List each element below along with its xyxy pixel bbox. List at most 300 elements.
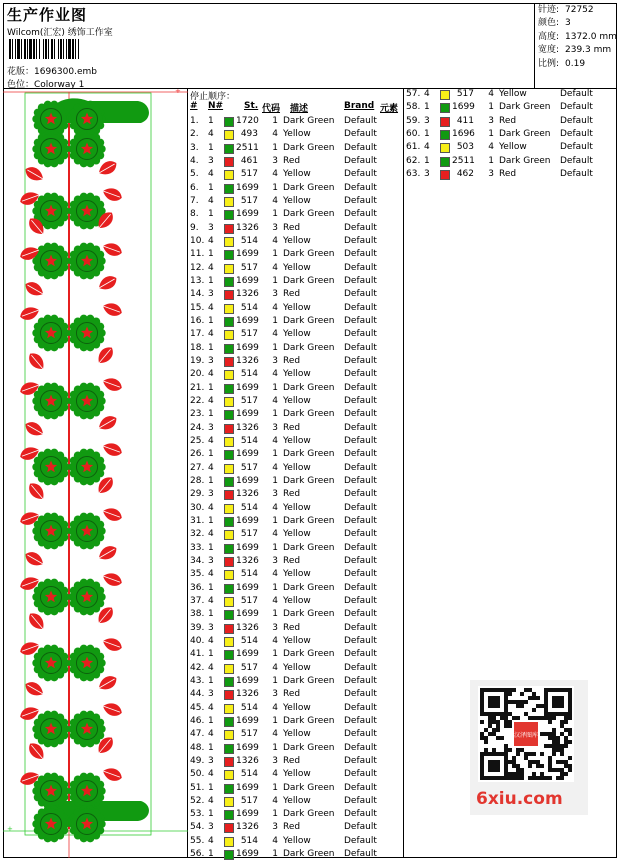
sequence-row <box>188 728 404 741</box>
qr-module <box>508 772 512 776</box>
row-index: 47. <box>190 729 205 740</box>
sequence-row <box>404 168 620 181</box>
sequence-row <box>188 155 404 168</box>
row-stitches: 411 <box>456 115 474 126</box>
qr-module <box>540 752 544 756</box>
row-description: Yellow <box>283 569 311 580</box>
row-stitches: 1699 <box>236 849 259 860</box>
qr-module <box>512 756 516 760</box>
design-file-line <box>7 64 97 77</box>
color-swatch <box>224 464 234 474</box>
color-swatch <box>224 717 234 727</box>
row-stitches: 1699 <box>236 515 259 526</box>
sequence-row <box>188 262 404 275</box>
row-description: Dark Green <box>283 382 335 393</box>
row-code: 1 <box>272 409 278 420</box>
color-swatch <box>224 224 234 234</box>
sequence-row <box>188 128 404 141</box>
row-brand: Default <box>344 582 377 593</box>
color-swatch <box>224 330 234 340</box>
row-description: Dark Green <box>283 582 335 593</box>
sequence-row <box>188 395 404 408</box>
row-needle: 4 <box>208 195 214 206</box>
row-code: 4 <box>272 635 278 646</box>
row-stitches: 1326 <box>236 222 259 233</box>
sequence-row <box>188 595 404 608</box>
row-needle: 1 <box>208 275 214 286</box>
row-description: Dark Green <box>283 849 335 860</box>
row-needle: 1 <box>208 409 214 420</box>
row-brand: Default <box>560 142 593 153</box>
row-needle: 3 <box>208 555 214 566</box>
row-brand: Default <box>344 195 377 206</box>
color-swatch <box>224 277 234 287</box>
row-description: Red <box>283 822 301 833</box>
qr-module <box>532 752 536 756</box>
header-index: # <box>190 101 198 111</box>
qr-module <box>532 716 536 720</box>
qr-module <box>516 772 520 776</box>
row-code: 1 <box>272 782 278 793</box>
sequence-row <box>188 288 404 301</box>
qr-module <box>508 700 512 704</box>
qr-module <box>528 760 532 764</box>
sequence-row <box>188 115 404 128</box>
color-swatch <box>224 410 234 420</box>
row-code: 3 <box>488 168 494 179</box>
row-description: Dark Green <box>283 275 335 286</box>
row-code: 1 <box>272 542 278 553</box>
qr-module <box>536 764 540 768</box>
row-index: 27. <box>190 462 205 473</box>
row-stitches: 1699 <box>236 675 259 686</box>
row-brand: Default <box>344 449 377 460</box>
row-needle: 1 <box>208 142 214 153</box>
row-description: Yellow <box>283 302 311 313</box>
sequence-row <box>404 101 620 114</box>
row-brand: Default <box>560 128 593 139</box>
qr-module <box>484 728 488 732</box>
row-description: Yellow <box>283 702 311 713</box>
row-brand: Default <box>344 275 377 286</box>
qr-module <box>488 724 492 728</box>
row-needle: 4 <box>208 329 214 340</box>
sequence-row <box>188 821 404 834</box>
row-description: Dark Green <box>283 116 335 126</box>
qr-module <box>552 732 556 736</box>
row-needle: 1 <box>208 315 214 326</box>
row-brand: Default <box>344 755 377 766</box>
row-stitches: 503 <box>456 142 474 153</box>
qr-module <box>516 704 520 708</box>
row-brand: Default <box>344 475 377 486</box>
qr-module <box>568 756 572 760</box>
row-code: 4 <box>272 169 278 180</box>
stat-label: 比例: <box>538 58 560 69</box>
qr-module <box>492 716 496 720</box>
qr-module <box>552 716 556 720</box>
row-stitches: 1699 <box>236 582 259 593</box>
row-code: 4 <box>272 262 278 273</box>
qr-module <box>560 732 564 736</box>
row-description: Yellow <box>283 462 311 473</box>
row-brand: Default <box>344 675 377 686</box>
qr-module <box>480 732 484 736</box>
row-brand: Default <box>344 609 377 620</box>
row-index: 5. <box>190 169 199 180</box>
row-brand: Default <box>344 782 377 793</box>
qr-module <box>564 720 568 724</box>
qr-module <box>512 700 516 704</box>
row-brand: Default <box>344 662 377 673</box>
qr-module <box>512 776 516 780</box>
row-description: Dark Green <box>283 409 335 420</box>
color-swatch <box>224 450 234 460</box>
qr-module <box>564 764 568 768</box>
row-needle: 4 <box>208 769 214 780</box>
qr-module <box>536 716 540 720</box>
sequence-row <box>188 315 404 328</box>
row-brand: Default <box>560 155 593 166</box>
row-stitches: 1699 <box>236 182 259 193</box>
row-index: 57. <box>406 89 421 99</box>
qr-module <box>496 736 500 740</box>
row-stitches: 514 <box>240 569 258 580</box>
qr-module <box>556 748 560 752</box>
row-stitches: 514 <box>240 635 258 646</box>
qr-module <box>560 748 564 752</box>
row-code: 4 <box>272 235 278 246</box>
row-needle: 4 <box>208 235 214 246</box>
row-index: 19. <box>190 355 205 366</box>
qr-module <box>560 760 564 764</box>
qr-module <box>504 716 508 720</box>
qr-module <box>524 688 528 692</box>
sequence-row <box>188 502 404 515</box>
row-description: Yellow <box>283 662 311 673</box>
color-swatch <box>224 490 234 500</box>
qr-module <box>480 720 484 724</box>
qr-module <box>508 712 512 716</box>
row-code: 1 <box>272 582 278 593</box>
qr-module <box>548 720 552 724</box>
row-stitches: 517 <box>240 329 258 340</box>
row-needle: 4 <box>208 129 214 140</box>
row-index: 61. <box>406 142 421 153</box>
sequence-row <box>188 688 404 701</box>
qr-module <box>492 748 496 752</box>
corner-mark: + <box>7 825 13 833</box>
row-needle: 1 <box>208 609 214 620</box>
row-brand: Default <box>344 369 377 380</box>
stop-sequence-column-1 <box>188 89 404 858</box>
row-code: 3 <box>272 822 278 833</box>
color-swatch <box>224 117 234 127</box>
row-stitches: 1699 <box>236 275 259 286</box>
color-swatch <box>224 144 234 154</box>
row-stitches: 514 <box>240 835 258 846</box>
row-index: 62. <box>406 155 421 166</box>
row-description: Yellow <box>499 142 527 153</box>
color-swatch <box>224 210 234 220</box>
row-brand: Default <box>344 222 377 233</box>
sequence-row <box>404 88 620 101</box>
row-brand: Default <box>344 769 377 780</box>
row-description: Yellow <box>283 169 311 180</box>
row-description: Dark Green <box>283 182 335 193</box>
row-description: Yellow <box>283 235 311 246</box>
row-needle: 3 <box>208 289 214 300</box>
row-index: 4. <box>190 155 199 166</box>
row-code: 4 <box>272 529 278 540</box>
sequence-row <box>404 141 620 154</box>
color-swatch <box>224 170 234 180</box>
row-code: 1 <box>272 609 278 620</box>
row-brand: Default <box>344 715 377 726</box>
row-description: Dark Green <box>499 128 551 139</box>
row-brand: Default <box>344 515 377 526</box>
row-code: 1 <box>272 809 278 820</box>
qr-module <box>520 776 524 780</box>
color-swatch <box>224 197 234 207</box>
row-stitches: 517 <box>240 662 258 673</box>
row-brand: Default <box>344 462 377 473</box>
qr-module <box>500 716 504 720</box>
row-stitches: 462 <box>456 168 474 179</box>
qr-module <box>500 736 504 740</box>
row-index: 30. <box>190 502 205 513</box>
color-swatch <box>224 304 234 314</box>
header-elements: 元素 <box>380 104 399 114</box>
row-stitches: 1699 <box>236 249 259 260</box>
qr-module <box>504 748 508 752</box>
row-index: 23. <box>190 409 205 420</box>
row-brand: Default <box>344 235 377 246</box>
row-stitches: 1699 <box>236 449 259 460</box>
row-description: Red <box>283 289 301 300</box>
row-code: 1 <box>272 315 278 326</box>
row-code: 3 <box>272 555 278 566</box>
row-brand: Default <box>344 529 377 540</box>
row-description: Yellow <box>283 729 311 740</box>
color-swatch <box>224 290 234 300</box>
design-value: 1696300.emb <box>34 67 97 77</box>
row-description: Red <box>499 115 517 126</box>
row-code: 1 <box>272 342 278 353</box>
sequence-row <box>188 702 404 715</box>
row-needle: 1 <box>208 209 214 220</box>
row-description: Yellow <box>283 795 311 806</box>
row-brand: Default <box>560 168 593 179</box>
row-stitches: 517 <box>240 395 258 406</box>
row-index: 50. <box>190 769 205 780</box>
row-brand: Default <box>560 89 593 99</box>
qr-module <box>564 744 568 748</box>
row-needle: 1 <box>208 449 214 460</box>
row-needle: 1 <box>208 475 214 486</box>
row-description: Dark Green <box>283 542 335 553</box>
stat-width <box>538 44 617 57</box>
row-code: 1 <box>272 675 278 686</box>
row-code: 3 <box>272 422 278 433</box>
sequence-row <box>188 302 404 315</box>
row-index: 59. <box>406 115 421 126</box>
row-index: 40. <box>190 635 205 646</box>
row-brand: Default <box>344 209 377 220</box>
row-needle: 1 <box>208 649 214 660</box>
row-code: 4 <box>272 769 278 780</box>
page-title: 生产作业图 <box>7 6 88 24</box>
row-stitches: 1699 <box>236 409 259 420</box>
sequence-row <box>188 755 404 768</box>
row-stitches: 1720 <box>236 116 259 126</box>
row-index: 44. <box>190 689 205 700</box>
color-swatch <box>224 837 234 847</box>
row-brand: Default <box>344 302 377 313</box>
sequence-row <box>188 168 404 181</box>
qr-module <box>564 736 568 740</box>
row-brand: Default <box>344 555 377 566</box>
qr-module <box>488 716 492 720</box>
color-swatch <box>224 704 234 714</box>
row-needle: 4 <box>208 502 214 513</box>
row-index: 1. <box>190 116 199 126</box>
row-code: 3 <box>272 755 278 766</box>
row-description: Dark Green <box>283 209 335 220</box>
qr-module <box>560 744 564 748</box>
row-index: 53. <box>190 809 205 820</box>
row-stitches: 514 <box>240 235 258 246</box>
qr-module <box>560 772 564 776</box>
sequence-row <box>188 182 404 195</box>
qr-finder-core <box>488 696 500 708</box>
qr-badge-text: 汉泽图库 <box>513 732 539 739</box>
row-description: Yellow <box>283 435 311 446</box>
row-description: Dark Green <box>283 315 335 326</box>
row-needle: 4 <box>208 462 214 473</box>
row-code: 4 <box>272 795 278 806</box>
row-stitches: 1326 <box>236 355 259 366</box>
header-stitches: St. <box>244 101 259 111</box>
row-index: 3. <box>190 142 199 153</box>
row-description: Dark Green <box>283 715 335 726</box>
row-stitches: 517 <box>456 89 474 99</box>
row-description: Yellow <box>283 502 311 513</box>
row-index: 55. <box>190 835 205 846</box>
color-swatch <box>224 504 234 514</box>
qr-module <box>488 720 492 724</box>
row-brand: Default <box>344 435 377 446</box>
color-swatch <box>224 157 234 167</box>
sequence-row <box>188 195 404 208</box>
qr-module <box>548 776 552 780</box>
row-stitches: 1326 <box>236 822 259 833</box>
sequence-row <box>188 382 404 395</box>
qr-module <box>504 744 508 748</box>
row-index: 29. <box>190 489 205 500</box>
sequence-row <box>188 235 404 248</box>
row-brand: Default <box>344 835 377 846</box>
color-swatch <box>224 664 234 674</box>
row-needle: 4 <box>208 262 214 273</box>
color-swatch <box>224 237 234 247</box>
color-swatch <box>440 130 450 140</box>
sequence-row <box>188 542 404 555</box>
color-swatch <box>224 650 234 660</box>
qr-module <box>556 740 560 744</box>
sequence-row <box>188 515 404 528</box>
row-code: 4 <box>272 129 278 140</box>
qr-module <box>532 760 536 764</box>
row-brand: Default <box>560 102 593 113</box>
header-description: 描述 <box>290 104 309 114</box>
row-code: 3 <box>272 289 278 300</box>
row-index: 11. <box>190 249 205 260</box>
row-index: 36. <box>190 582 205 593</box>
row-index: 28. <box>190 475 205 486</box>
qr-module <box>508 692 512 696</box>
qr-module <box>496 728 500 732</box>
sequence-row <box>188 488 404 501</box>
row-brand: Default <box>344 409 377 420</box>
row-needle: 4 <box>208 729 214 740</box>
row-stitches: 514 <box>240 702 258 713</box>
row-brand: Default <box>344 795 377 806</box>
row-index: 51. <box>190 782 205 793</box>
row-needle: 3 <box>424 168 430 179</box>
qr-module <box>492 728 496 732</box>
qr-module <box>548 716 552 720</box>
row-brand: Default <box>344 155 377 166</box>
color-swatch <box>224 317 234 327</box>
row-needle: 3 <box>208 155 214 166</box>
row-stitches: 517 <box>240 595 258 606</box>
row-description: Dark Green <box>283 449 335 460</box>
row-description: Red <box>499 168 517 179</box>
sequence-row <box>404 155 620 168</box>
row-stitches: 1699 <box>236 209 259 220</box>
sequence-row <box>188 675 404 688</box>
row-needle: 1 <box>208 582 214 593</box>
row-code: 1 <box>488 102 494 113</box>
qr-module <box>548 736 552 740</box>
row-description: Dark Green <box>283 609 335 620</box>
row-brand: Default <box>344 849 377 860</box>
row-stitches: 461 <box>240 155 258 166</box>
row-stitches: 1326 <box>236 289 259 300</box>
row-brand: Default <box>344 635 377 646</box>
sequence-row <box>188 808 404 821</box>
qr-module <box>528 716 532 720</box>
header-needle: N# <box>208 101 224 111</box>
qr-module <box>536 704 540 708</box>
qr-module <box>508 724 512 728</box>
qr-module <box>556 744 560 748</box>
qr-module <box>556 736 560 740</box>
colorway-value: Colorway 1 <box>34 80 85 90</box>
qr-module <box>548 744 552 748</box>
row-index: 6. <box>190 182 199 193</box>
qr-module <box>516 776 520 780</box>
row-index: 63. <box>406 168 421 179</box>
qr-module <box>480 736 484 740</box>
qr-module <box>540 704 544 708</box>
sequence-row <box>188 222 404 235</box>
header-block <box>3 3 535 89</box>
row-description: Red <box>283 422 301 433</box>
row-stitches: 1699 <box>452 102 475 113</box>
row-stitches: 1699 <box>236 382 259 393</box>
